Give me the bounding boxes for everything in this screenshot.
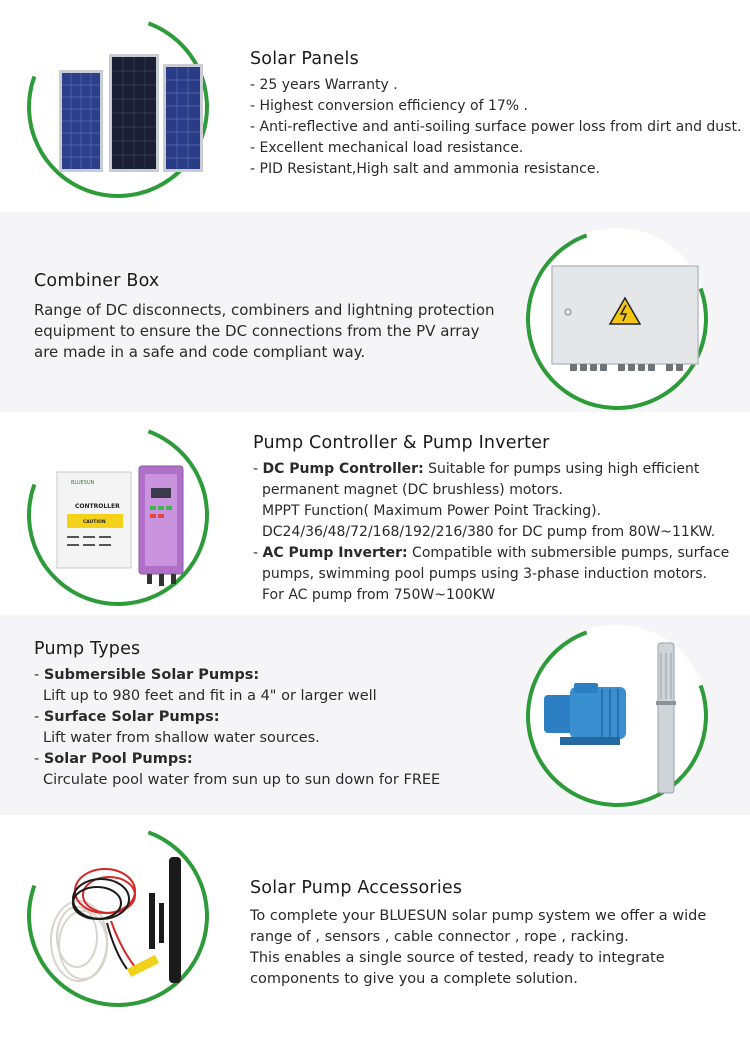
ac-detail-line: For AC pump from 750W~100KW	[262, 587, 496, 603]
ac-inverter-text: Compatible with submersible pumps, surface	[407, 545, 730, 561]
pump-controller-description	[253, 459, 729, 606]
bullet-line: - Excellent mechanical load resistance.	[250, 140, 524, 156]
pump-type-label-line: - Submersible Solar Pumps:	[34, 667, 260, 683]
pump-controller-image	[31, 428, 205, 602]
controller-label-text: CONTROLLER	[75, 503, 120, 510]
description-line: are made in a safe and code compliant way.	[34, 343, 366, 361]
bullet-line: - Anti-reflective and anti-soiling surface power loss from dirt and dust.	[250, 119, 742, 135]
combiner-box-image-frame	[496, 198, 738, 440]
description-line: To complete your BLUESUN solar pump system we offer a wide	[250, 908, 707, 924]
bullet-line: - PID Resistant,High salt and ammonia resistance.	[250, 161, 600, 177]
description-line: components to give you a complete solution.	[250, 971, 578, 987]
combiner-box-section	[0, 212, 750, 412]
caution-label-text: CAUTION	[83, 520, 106, 525]
pump-type-label: Surface Solar Pumps:	[43, 709, 220, 725]
ac-inverter-label: AC Pump Inverter:	[262, 545, 408, 561]
accessories-image-frame	[0, 795, 239, 1037]
combiner-box-title: Combiner Box	[34, 271, 160, 291]
accessories-description	[250, 906, 706, 990]
ac-detail-line: pumps, swimming pool pumps using 3-phase induction motors.	[262, 566, 708, 582]
accessories-title: Solar Pump Accessories	[250, 878, 463, 898]
pump-controller-title: Pump Controller & Pump Inverter	[253, 433, 550, 453]
dc-controller-text: Suitable for pumps using high efficient	[423, 461, 700, 477]
dc-controller-label: DC Pump Controller:	[262, 461, 424, 477]
bullet-line: - 25 years Warranty .	[250, 77, 398, 93]
solar-panels-section	[0, 0, 750, 212]
dc-detail-line: MPPT Function( Maximum Power Point Tracking).	[262, 503, 602, 519]
solar-panels-bullets	[250, 75, 741, 180]
ac-inverter-line: - AC Pump Inverter: Compatible with submersible pumps, surface	[253, 545, 730, 561]
pump-type-desc: Circulate pool water from sun up to sun down for FREE	[43, 772, 441, 788]
description-line: range of , sensors , cable connector , rope , racking.	[250, 929, 629, 945]
pump-controller-section	[0, 412, 750, 615]
dc-detail-line: permanent magnet (DC brushless) motors.	[262, 482, 563, 498]
pump-type-label: Solar Pool Pumps:	[43, 751, 193, 767]
pump-types-section	[0, 615, 750, 815]
pump-type-desc: Lift up to 980 feet and fit in a 4" or larger well	[43, 688, 377, 704]
pump-type-desc: Lift water from shallow water sources.	[43, 730, 320, 746]
pump-type-label-line: - Solar Pool Pumps:	[34, 751, 193, 767]
dc-controller-line: - DC Pump Controller: Suitable for pumps using high efficient	[253, 461, 700, 477]
description-line: equipment to ensure the DC connections from the PV array	[34, 322, 480, 340]
accessories-section	[0, 815, 750, 1049]
pump-types-image	[530, 629, 704, 803]
solar-panels-title: Solar Panels	[250, 49, 359, 69]
combiner-box-description	[34, 300, 495, 363]
pump-types-title: Pump Types	[34, 639, 141, 659]
pump-types-list	[34, 665, 440, 791]
pump-types-image-frame	[496, 595, 738, 837]
description-line: Range of DC disconnects, combiners and lightning protection	[34, 301, 495, 319]
solar-panels-image	[31, 20, 205, 194]
description-line: This enables a single source of tested, ready to integrate	[250, 950, 665, 966]
solar-panels-image-frame	[0, 0, 239, 228]
controller-brand-text: BLUESUN	[71, 480, 95, 486]
pump-controller-image-frame	[0, 394, 239, 636]
combiner-box-image	[530, 232, 704, 406]
accessories-image	[31, 829, 205, 1003]
bullet-line: - Highest conversion efficiency of 17% .	[250, 98, 529, 114]
dc-detail-line: DC24/36/48/72/168/192/216/380 for DC pump from 80W~11KW.	[262, 524, 716, 540]
pump-type-label: Submersible Solar Pumps:	[43, 667, 260, 683]
pump-type-label-line: - Surface Solar Pumps:	[34, 709, 220, 725]
